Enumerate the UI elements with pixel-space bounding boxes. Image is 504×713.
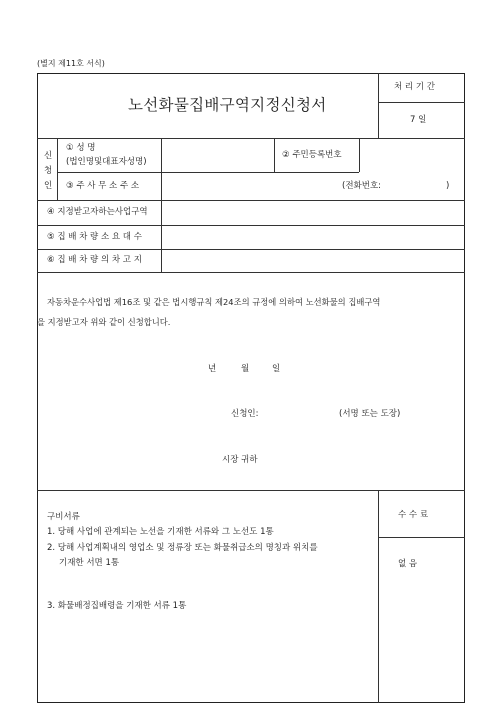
- address-field[interactable]: [162, 173, 332, 200]
- signature-label: 신청인:: [231, 409, 259, 419]
- garage-location-label: ⑥ 집 배 차 량 의 차 고 지: [47, 255, 142, 265]
- date-day: 일: [272, 364, 281, 374]
- name-sublabel: (법인명및대표자성명): [66, 157, 147, 167]
- form-number: (별지 제11호 서식): [37, 59, 105, 68]
- document-item-2: 2. 당해 사업계획내의 영업소 및 정류장 또는 화물취급소의 명칭과 위치를: [47, 543, 318, 553]
- document-item-2-cont: 기재한 서면 1통: [59, 558, 120, 568]
- business-area-field[interactable]: [162, 201, 464, 225]
- statement-line-1: 자동차운수사업법 제16조 및 같은 법시행규칙 제24조의 규정에 의하여 노선화물의 집배구역: [47, 297, 381, 307]
- recipient: 시장 귀하: [222, 455, 258, 465]
- date-year: 년: [208, 364, 217, 374]
- address-label: ③ 주 사 무 소 주 소: [66, 181, 140, 191]
- vehicle-count-label: ⑤ 집 배 차 량 소 요 대 수: [47, 232, 142, 242]
- signature-field[interactable]: [268, 404, 332, 422]
- phone-close: ): [446, 181, 450, 191]
- applicant-label-1: 신: [44, 151, 53, 161]
- resident-number-field[interactable]: [360, 139, 464, 172]
- vehicle-count-field[interactable]: [162, 226, 464, 249]
- business-area-label: ④ 지정받고자하는사업구역: [47, 207, 148, 217]
- signature-note: (서명 또는 도장): [339, 409, 401, 419]
- name-label: ① 성 명: [66, 143, 96, 153]
- documents-heading: 구비서류: [47, 512, 80, 522]
- fee-label: 수 수 료: [398, 510, 429, 520]
- date-month: 월: [241, 364, 250, 374]
- garage-location-field[interactable]: [162, 250, 464, 272]
- document-item-1: 1. 당해 사업에 관계되는 노선을 기재한 서류와 그 노선도 1통: [47, 527, 274, 537]
- document-item-3: 3. 화물배정집배령을 기재한 서류 1통: [47, 601, 187, 611]
- processing-period-label: 처 리 기 간: [394, 82, 435, 92]
- name-field[interactable]: [162, 139, 274, 172]
- statement-line-2: 을 지정받고자 위와 같이 신청합니다.: [37, 317, 171, 327]
- resident-number-label: ② 주민등록번호: [282, 150, 342, 160]
- applicant-label-3: 인: [44, 181, 53, 191]
- phone-label: (전화번호:: [342, 181, 382, 191]
- applicant-label-2: 청: [44, 166, 53, 176]
- processing-period-value: 7 일: [410, 115, 427, 125]
- phone-field[interactable]: [392, 173, 444, 200]
- form-title: 노선화물집배구역지정신청서: [128, 96, 327, 114]
- fee-value: 없 음: [398, 559, 418, 569]
